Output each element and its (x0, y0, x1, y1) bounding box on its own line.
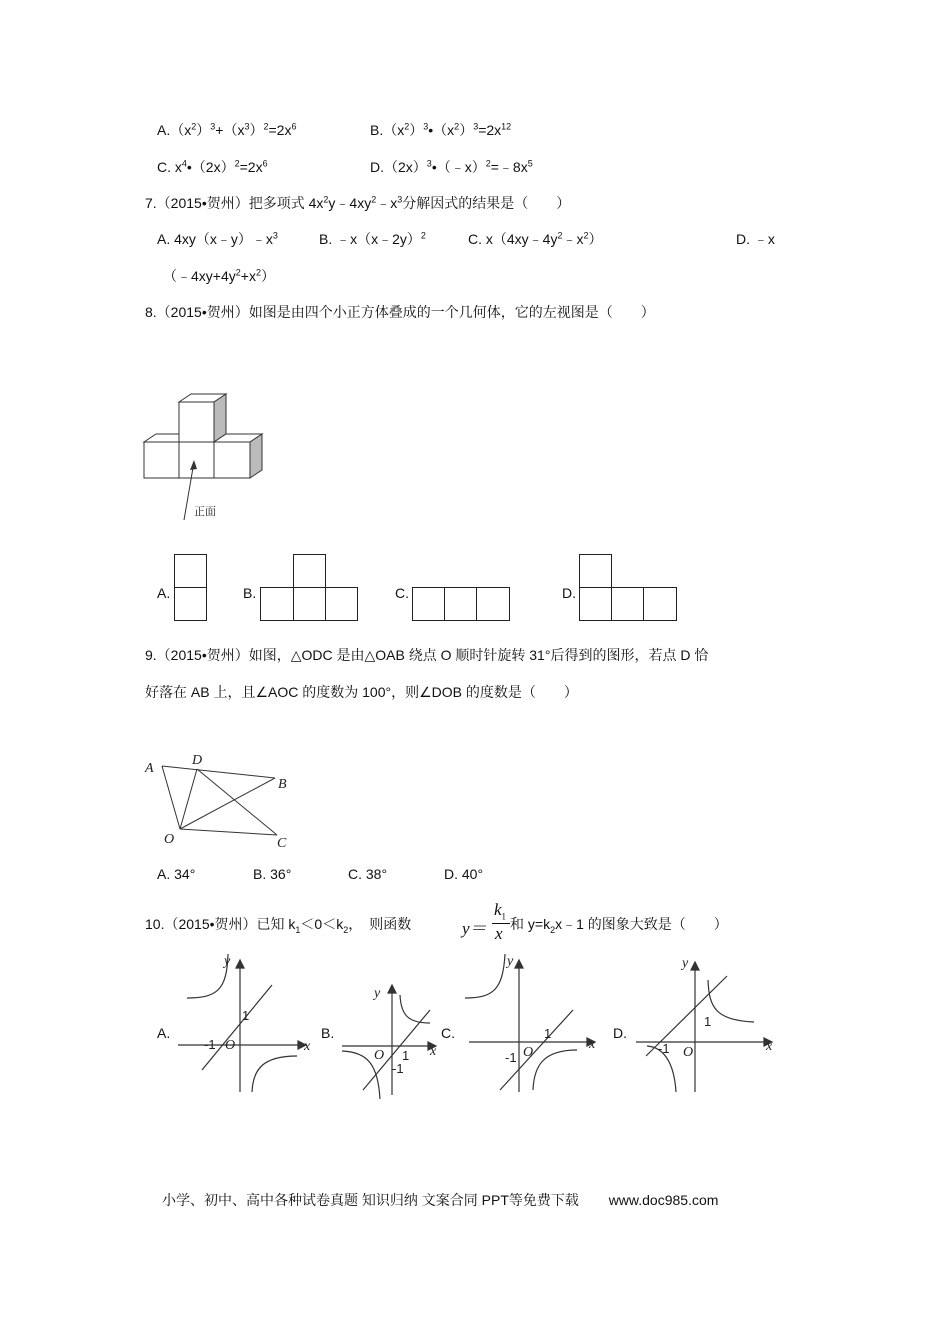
q8-option-a-label: A. (157, 585, 171, 601)
q10-stem-tail: 和 $y=k_2x﹣1$ 的图象大致是（ ） (510, 916, 728, 935)
q9-point-b: B (278, 777, 287, 792)
q6-option-b: $B.(x^2)^3•(x^2)^3=2x^{12}$ (370, 121, 512, 138)
q10-c-axis-x: x (589, 1037, 596, 1052)
q10-c-neg-one: -1 (505, 1050, 517, 1065)
q8-stem: 8.（2015•贺州）如图是由四个小正方体叠成的一个几何体，它的左视图是（ ） (145, 304, 655, 320)
q7-option-a: A. $4xy(x﹣y)﹣x^3$ (157, 230, 278, 247)
q9-point-c: C (277, 836, 287, 851)
q9-stem-line2: 好落在 AB 上，且∠AOC 的度数为 100°，则∠DOB 的度数是（ ） (145, 684, 578, 700)
q10-a-neg-one: -1 (204, 1037, 216, 1052)
q10-d-axis-x: x (766, 1039, 773, 1054)
q10-b-one: 1 (402, 1048, 410, 1063)
q10-a-axis-y: y (224, 954, 231, 969)
q10-b-axis-y: y (374, 986, 381, 1001)
q9-option-b: B. 36° (253, 866, 292, 882)
footer-text: 小学、初中、高中各种试卷真题 知识归纳 文案合同 PPT等免费下载 (162, 1192, 579, 1208)
q8-option-d-figure (579, 554, 679, 622)
q10-option-c-label: C. (441, 1025, 455, 1041)
q10-d-axis-y: y (682, 956, 689, 971)
q8-option-c-label: C. (395, 585, 409, 601)
q9-point-d: D (192, 753, 203, 768)
q6-option-d: $D.(2x)^3•(﹣x)^2=﹣8x^5$ (370, 158, 533, 175)
q10-b-neg-one: -1 (392, 1061, 404, 1076)
q10-graph-d (632, 950, 782, 1100)
q9-option-c: C. 38° (348, 866, 388, 882)
q10-a-axis-x: x (304, 1039, 311, 1054)
q10-graph-a (172, 950, 322, 1100)
q9-stem-line1: 9.（2015•贺州）如图，△ODC 是由△OAB 绕点 O 顺时针旋转 31°后得到的图形，若点 D 恰 (145, 647, 709, 663)
q10-d-one: 1 (704, 1014, 712, 1029)
q8-option-a-figure (174, 554, 208, 622)
q7-stem: 7.（2015•贺州）把多项式 $4x^2y﹣4xy^2﹣x^3$分解因式的结果是（ ） (145, 194, 571, 211)
q9-point-a: A (145, 761, 154, 776)
q8-cube-figure (140, 390, 280, 530)
q10-b-axis-x: x (430, 1044, 437, 1059)
q7-option-c: C. $x(4xy﹣4y^2﹣x^2)$ (468, 230, 603, 247)
q7-option-b: B. ﹣x（x﹣2y）$^2$ (319, 230, 426, 247)
q10-c-axis-y: y (507, 954, 514, 969)
q7-option-d-continued: $(﹣4xy+4y^2+x^2)$ (163, 267, 275, 284)
q8-option-c-figure (412, 587, 512, 623)
q10-c-one: 1 (544, 1026, 552, 1041)
q10-option-d-label: D. (613, 1025, 627, 1041)
q6-option-a: $A.(x^2)^3+(x^3)^2=2x^6$ (157, 121, 297, 138)
q10-graph-b (338, 975, 448, 1105)
page-footer (162, 1190, 718, 1210)
q9-triangle-figure (140, 745, 300, 855)
q8-option-b-figure (260, 554, 360, 622)
footer-url[interactable]: www.doc985.com (608, 1192, 719, 1208)
q9-point-o: O (164, 832, 175, 847)
q10-graph-c (455, 950, 605, 1100)
q8-option-d-label: D. (562, 585, 576, 601)
q10-b-origin: O (374, 1048, 385, 1063)
q6-option-c: C. $x^4•(2x)^2=2x^6$ (157, 158, 268, 175)
q10-option-b-label: B. (321, 1025, 335, 1041)
q10-option-a-label: A. (157, 1025, 171, 1041)
q8-option-b-label: B. (243, 585, 257, 601)
q10-d-origin: O (683, 1045, 694, 1060)
q10-stem: 10.（2015•贺州）已知 $k_1<0<k_2$， 则函数 (145, 916, 412, 935)
q10-a-one: 1 (242, 1008, 250, 1023)
q8-front-label: 正面 (194, 506, 216, 518)
q9-option-a: A. 34° (157, 866, 196, 882)
q7-option-d: D. ﹣x (736, 231, 775, 247)
q10-d-neg-one: -1 (658, 1041, 670, 1056)
q9-option-d: D. 40° (444, 866, 484, 882)
q10-c-origin: O (523, 1045, 534, 1060)
q10-a-origin: O (225, 1038, 236, 1053)
q10-fraction: y＝ $k_1$ x (462, 900, 522, 946)
